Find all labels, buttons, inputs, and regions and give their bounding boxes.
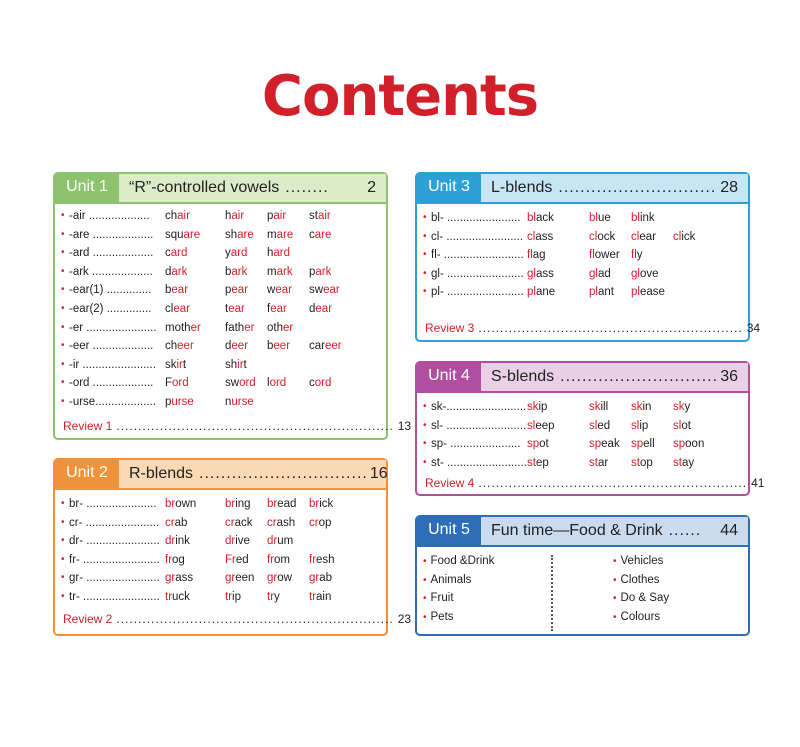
bullet-icon: • [61, 228, 65, 240]
example-word: bread [267, 498, 297, 510]
unit-2-tag: Unit 2 [55, 458, 119, 488]
bullet-icon: • [423, 267, 427, 279]
example-word: sword [225, 377, 256, 390]
unit-2-header [55, 460, 386, 490]
example-word: skirt [165, 358, 187, 371]
example-word: square [165, 228, 201, 241]
example-word: career [309, 340, 342, 353]
topic-item-right: • Do & Say [613, 592, 670, 605]
example-word: glove [631, 267, 659, 280]
unit-2-row [55, 498, 386, 516]
review-1-line[interactable] [63, 419, 412, 435]
bullet-icon: • [61, 396, 65, 407]
example-word: step [527, 456, 549, 469]
example-word: plant [589, 286, 614, 299]
bullet-icon: • [61, 340, 65, 352]
bullet-icon: • [423, 611, 427, 623]
review-2-line[interactable] [63, 612, 412, 628]
example-word: bark [225, 265, 248, 278]
bullet-icon: • [613, 574, 617, 586]
pattern-label: -ard ................... [69, 247, 154, 260]
example-word: speak [589, 438, 620, 451]
pattern-label: -eer ................... [69, 340, 154, 353]
review-4-label: Review 4 [425, 476, 475, 490]
unit-1-row [55, 396, 386, 414]
example-word: brick [309, 498, 334, 510]
pattern-label: -ord ................... [69, 377, 154, 390]
unit-5-tag: Unit 5 [417, 515, 481, 545]
example-word: crash [267, 516, 296, 529]
unit-1-header [55, 174, 386, 204]
example-word: dear [309, 303, 333, 315]
bullet-icon: • [61, 377, 65, 389]
example-word: cheer [165, 340, 194, 353]
example-word: skin [631, 401, 652, 413]
review-1-leader: ................................................................ [116, 419, 394, 433]
pattern-label: pl- ........................ [431, 286, 524, 299]
pattern-label: fl- ......................... [431, 249, 524, 262]
unit-3-row [417, 249, 748, 267]
topic-item-right: • Vehicles [613, 555, 664, 567]
bullet-icon: • [423, 401, 427, 412]
unit-1-row [55, 266, 386, 284]
bullet-icon: • [61, 516, 65, 528]
example-word: from [267, 553, 291, 566]
example-word: class [527, 230, 554, 243]
example-word: blink [631, 212, 655, 224]
unit-1-row [55, 303, 386, 321]
bullet-icon: • [61, 572, 65, 584]
bullet-icon: • [61, 210, 65, 221]
unit-2-row [55, 535, 386, 553]
example-word: stair [309, 210, 331, 222]
bullet-icon: • [61, 284, 65, 296]
example-word: bear [165, 284, 189, 297]
bullet-icon: • [423, 212, 427, 223]
pattern-label: sp- ...................... [431, 438, 521, 451]
example-word: cord [309, 377, 332, 390]
example-word: hair [225, 210, 245, 222]
example-word: pair [267, 210, 287, 222]
unit-1-row [55, 210, 386, 228]
example-word: crop [309, 516, 332, 529]
review-3-line[interactable] [425, 321, 761, 337]
example-word: swear [309, 284, 340, 297]
example-word: bring [225, 498, 251, 510]
unit-3-header [417, 174, 748, 204]
example-word: other [267, 321, 294, 334]
example-word: slot [673, 419, 691, 432]
example-word: clock [589, 230, 616, 243]
example-word: Fred [225, 553, 249, 566]
example-word: sled [589, 419, 611, 432]
example-word: spoon [673, 438, 705, 451]
bullet-icon: • [423, 593, 427, 605]
example-word: care [309, 228, 332, 241]
example-word: truck [165, 591, 190, 603]
bullet-icon: • [61, 591, 65, 602]
unit-2-row [55, 591, 386, 609]
topic-item-left: • Animals [423, 573, 472, 586]
pattern-label: -ir ....................... [69, 358, 156, 371]
example-word: deer [225, 340, 249, 353]
bullet-icon: • [423, 556, 427, 567]
unit-4-page: 36 [720, 368, 738, 385]
pattern-label: cr- ....................... [69, 516, 160, 529]
review-3-label: Review 3 [425, 321, 475, 335]
example-word: mark [267, 265, 293, 278]
bullet-icon: • [61, 358, 65, 370]
topic-item-left: • Fruit [423, 592, 454, 605]
unit-2-name: R-blends [129, 465, 194, 482]
example-word: crack [225, 516, 253, 529]
unit-3-panel [415, 172, 761, 342]
review-2-leader: ................................................................ [116, 612, 394, 626]
example-word: click [673, 230, 696, 243]
review-1-page: 13 [397, 419, 412, 433]
unit-2-row [55, 572, 386, 590]
pattern-label: -air ................... [69, 210, 150, 222]
review-1-label: Review 1 [63, 419, 113, 433]
unit-1-row [55, 247, 386, 265]
pattern-label: tr- ........................ [69, 591, 160, 603]
unit-1-row [55, 229, 386, 247]
example-word: glad [589, 267, 611, 280]
bullet-icon: • [423, 574, 427, 586]
unit-2-row [55, 517, 386, 535]
pattern-label: sl- ......................... [431, 419, 527, 432]
example-word: frog [165, 553, 185, 566]
pattern-label: fr- ........................ [69, 553, 160, 566]
example-word: glass [527, 267, 554, 280]
example-word: shirt [225, 358, 247, 371]
unit-1-page: 2 [367, 179, 376, 196]
example-word: fly [631, 249, 643, 262]
example-word: yard [225, 247, 248, 260]
review-3-page: 34 [746, 321, 761, 335]
unit-1-tag: Unit 1 [55, 172, 119, 202]
unit-4-row [417, 457, 748, 475]
example-word: slip [631, 419, 649, 432]
example-word: try [267, 591, 280, 603]
example-word: lord [267, 377, 287, 390]
unit-3-leader: ............................. [558, 179, 717, 196]
example-word: wear [267, 284, 292, 297]
example-word: please [631, 286, 665, 299]
example-word: hard [267, 247, 291, 260]
example-word: clear [631, 230, 656, 243]
unit-5-leader: ...... [668, 522, 702, 539]
example-word: tear [225, 303, 245, 315]
unit-1-panel [53, 172, 412, 440]
unit-1-row [55, 284, 386, 302]
example-word: grab [309, 572, 333, 585]
bullet-icon: • [613, 556, 617, 567]
example-word: blue [589, 212, 611, 224]
pattern-label: -ark ................... [69, 265, 153, 278]
example-word: fear [267, 303, 287, 315]
pattern-label: -er ...................... [69, 321, 157, 334]
example-word: flag [527, 249, 546, 262]
bullet-icon: • [613, 611, 617, 623]
unit-4-leader: ............................. [560, 368, 719, 385]
pattern-label: dr- ....................... [69, 535, 160, 548]
pattern-label: cl- ........................ [431, 230, 524, 243]
pattern-label: st- ......................... [431, 456, 527, 469]
topic-item-left: • Food &Drink [423, 555, 495, 567]
example-word: drive [225, 535, 250, 548]
example-word: pear [225, 284, 249, 297]
unit-3-row [417, 212, 748, 230]
bullet-icon: • [423, 419, 427, 431]
example-word: chair [165, 210, 190, 222]
unit-4-tag: Unit 4 [417, 361, 481, 391]
bullet-icon: • [423, 456, 427, 468]
pattern-label: -ear(1) .............. [69, 284, 152, 297]
example-word: dark [165, 265, 188, 278]
example-word: beer [267, 340, 291, 353]
bullet-icon: • [423, 230, 427, 242]
example-word: sleep [527, 419, 555, 432]
pattern-label: -urse................... [69, 396, 156, 408]
unit-3-page: 28 [720, 179, 738, 196]
unit-3-tag: Unit 3 [417, 172, 481, 202]
pattern-label: bl- ....................... [431, 212, 521, 224]
review-4-line[interactable] [425, 476, 765, 492]
bullet-icon: • [61, 265, 65, 277]
unit-2-leader: ............................... [199, 465, 368, 482]
review-2-label: Review 2 [63, 612, 113, 626]
bullet-icon: • [423, 286, 427, 298]
unit-5-panel [415, 515, 750, 636]
unit-4-row [417, 420, 748, 438]
example-word: stop [631, 456, 653, 469]
example-word: clear [165, 303, 190, 315]
pattern-label: sk-......................... [431, 401, 527, 413]
example-word: drum [267, 535, 294, 548]
example-word: spell [631, 438, 655, 451]
topic-item-right: • Colours [613, 610, 661, 623]
example-word: Ford [165, 377, 189, 390]
bullet-icon: • [61, 321, 65, 333]
unit-1-name: “R”-controlled vowels [129, 179, 280, 196]
unit-4-panel [415, 361, 765, 496]
example-word: stay [673, 456, 695, 469]
example-word: purse [165, 396, 194, 408]
example-word: crab [165, 516, 188, 529]
example-word: skill [589, 401, 609, 413]
pattern-label: gl- ........................ [431, 267, 524, 280]
bullet-icon: • [423, 249, 427, 261]
unit-3-name: L-blends [491, 179, 553, 196]
unit-2-panel [53, 458, 412, 636]
pattern-label: br- ...................... [69, 498, 157, 510]
example-word: grass [165, 572, 194, 585]
example-word: drink [165, 535, 190, 548]
unit-1-row [55, 359, 386, 377]
unit-4-row [417, 401, 748, 419]
bullet-icon: • [61, 535, 65, 547]
example-word: brown [165, 498, 197, 510]
example-word: star [589, 456, 609, 469]
unit-2-row [55, 554, 386, 572]
example-word: mother [165, 321, 201, 334]
example-word: sky [673, 401, 691, 413]
example-word: grow [267, 572, 292, 585]
unit-4-row [417, 438, 748, 456]
bullet-icon: • [423, 438, 427, 450]
review-4-leader: .............................................................. [478, 476, 748, 490]
pattern-label: -are ................... [69, 228, 154, 241]
topic-item-right: • Clothes [613, 573, 660, 586]
bullet-icon: • [61, 247, 65, 259]
example-word: father [225, 321, 255, 334]
bullet-icon: • [613, 593, 617, 605]
unit-3-row [417, 231, 748, 249]
review-2-page: 23 [397, 612, 412, 626]
example-word: mare [267, 228, 294, 241]
unit-3-row [417, 286, 748, 304]
pattern-label: -ear(2) .............. [69, 303, 152, 315]
example-word: plane [527, 286, 556, 299]
bullet-icon: • [61, 498, 65, 509]
unit-3-row [417, 268, 748, 286]
example-word: skip [527, 401, 548, 413]
unit-1-row [55, 377, 386, 395]
page-title: Contents [261, 64, 539, 129]
example-word: share [225, 228, 254, 241]
unit-4-name: S-blends [491, 368, 555, 385]
unit-2-page: 16 [369, 465, 388, 482]
unit-5-page: 44 [720, 522, 738, 539]
example-word: fresh [309, 553, 335, 566]
unit-4-header [417, 363, 748, 393]
example-word: card [165, 247, 188, 260]
unit-1-row [55, 340, 386, 358]
unit-5-divider [551, 555, 553, 631]
unit-5-name: Fun time—Food & Drink [491, 522, 663, 539]
unit-5-header [417, 517, 748, 547]
example-word: trip [225, 591, 241, 603]
example-word: park [309, 265, 332, 278]
example-word: flower [589, 249, 620, 262]
unit-1-row [55, 322, 386, 340]
example-word: spot [527, 438, 549, 451]
review-4-page: 41 [751, 476, 765, 490]
unit-1-leader: ........ [285, 179, 329, 196]
example-word: nurse [225, 396, 254, 408]
example-word: train [309, 591, 332, 603]
review-3-leader: ............................................................. [478, 321, 743, 335]
example-word: green [225, 572, 255, 585]
bullet-icon: • [61, 303, 65, 314]
topic-item-left: • Pets [423, 610, 454, 623]
example-word: black [527, 212, 554, 224]
pattern-label: gr- ....................... [69, 572, 160, 585]
bullet-icon: • [61, 553, 65, 565]
